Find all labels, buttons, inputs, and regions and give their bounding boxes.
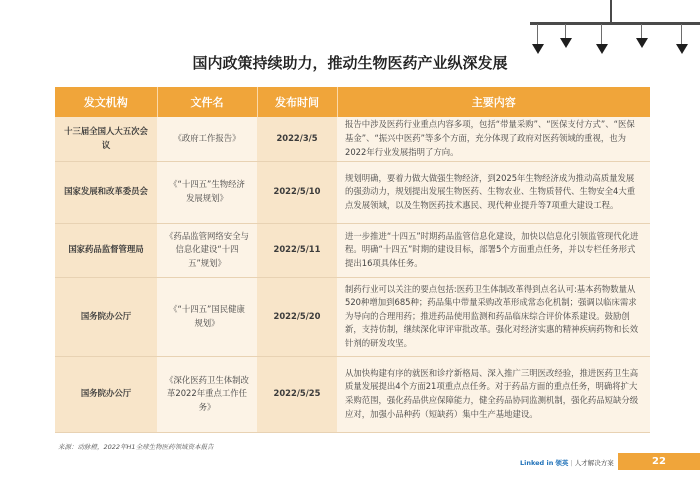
table-header-row [55,87,650,117]
brand-sub: 人才解决方案 [574,459,614,467]
table-row [55,277,650,356]
lamp-pole [610,0,612,24]
cell-doc: 《药品监管网络安全与信息化建设“十四五”规划》 [157,223,257,277]
policy-table [55,87,650,433]
cell-org: 国务院办公厅 [55,277,157,356]
cell-date: 2022/5/10 [257,161,337,223]
table-row [55,356,650,432]
lamp-shade [636,38,648,48]
lamp-wire [681,24,682,44]
brand-cn: 领英 [555,459,569,467]
brand-logo [520,458,614,467]
cell-org: 国家发展和改革委员会 [55,161,157,223]
cell-content: 报告中涉及医药行业重点内容多项，包括“带量采购”、“医保支付方式”、“医保基金”、“振兴中医药”等多个方面，充分体现了政府对医药领域的重视，也为2022年行业发展指明了方向。 [337,117,650,161]
cell-date: 2022/5/20 [257,277,337,356]
header-org: 发文机构 [55,87,157,117]
lamp-wire [565,24,566,38]
page-title: 国内政策持续助力，推动生物医药产业纵深发展 [192,54,508,72]
lamp-wire [641,24,642,38]
cell-doc: 《政府工作报告》 [157,117,257,161]
cell-org: 十三届全国人大五次会议 [55,117,157,161]
cell-content: 制药行业可以关注的要点包括:医药卫生体制改革得到点名认可:基本药物数量从520种增加到685种；药品集中带量采购改革形成常态化机制；强调以临床需求为导向的合理用药；推进药品使用监测和药品临床综合评价体系建设。鼓励创新，支持仿制，继续深化审评审批改革。强化对经济实惠的精神疾病药物和长效针剂的研发攻坚。 [337,277,650,356]
cell-doc: 《深化医药卫生体制改革2022年重点工作任务》 [157,356,257,432]
cell-org: 国家药品监督管理局 [55,223,157,277]
lamp-bar [530,22,700,25]
lamp-shade [560,38,572,48]
table-row [55,117,650,161]
cell-date: 2022/5/25 [257,356,337,432]
cell-org: 国务院办公厅 [55,356,157,432]
lamp-wire [537,24,538,44]
cell-content: 规划明确，要着力做大做强生物经济，到2025年生物经济成为推动高质量发展的强劲动力，规划提出发展生物医药、生物农业、生物质替代、生物安全4大重点发展领域，以及生物医药技术惠民、现代种业提升等7项重大建设工程。 [337,161,650,223]
brand-en: Linked in [520,459,554,467]
header-content: 主要内容 [337,87,650,117]
cell-date: 2022/5/11 [257,223,337,277]
table-row [55,223,650,277]
header-date: 发布时间 [257,87,337,117]
brand-separator: | [570,459,573,467]
cell-date: 2022/3/5 [257,117,337,161]
page-number: 22 [618,453,700,470]
cell-content: 进一步推进“十四五”时期药品监管信息化建设，加快以信息化引领监管现代化进程。明确“十四五”时期的建设目标，部署5个方面重点任务，并以专栏任务形式提出16项具体任务。 [337,223,650,277]
cell-doc: 《“十四五”国民健康规划》 [157,277,257,356]
table-row [55,161,650,223]
header-doc: 文件名 [157,87,257,117]
lamp-wire [601,24,602,44]
source-note: 来源：动脉橙，2022年H1全球生物医药领域资本报告 [58,443,214,451]
cell-content: 从加快构建有序的就医和诊疗新格局、深入推广三明医改经验，推进医药卫生高质量发展提出4个方面21项重点点任务。对于药品方面的重点任务，明确将扩大采购范围，强化药品供应保障能力，健全药品协同监测机制，强化药品短缺分级应对，加强小品种药（短缺药）集中生产基地建设。 [337,356,650,432]
cell-doc: 《“十四五”生物经济发展规划》 [157,161,257,223]
